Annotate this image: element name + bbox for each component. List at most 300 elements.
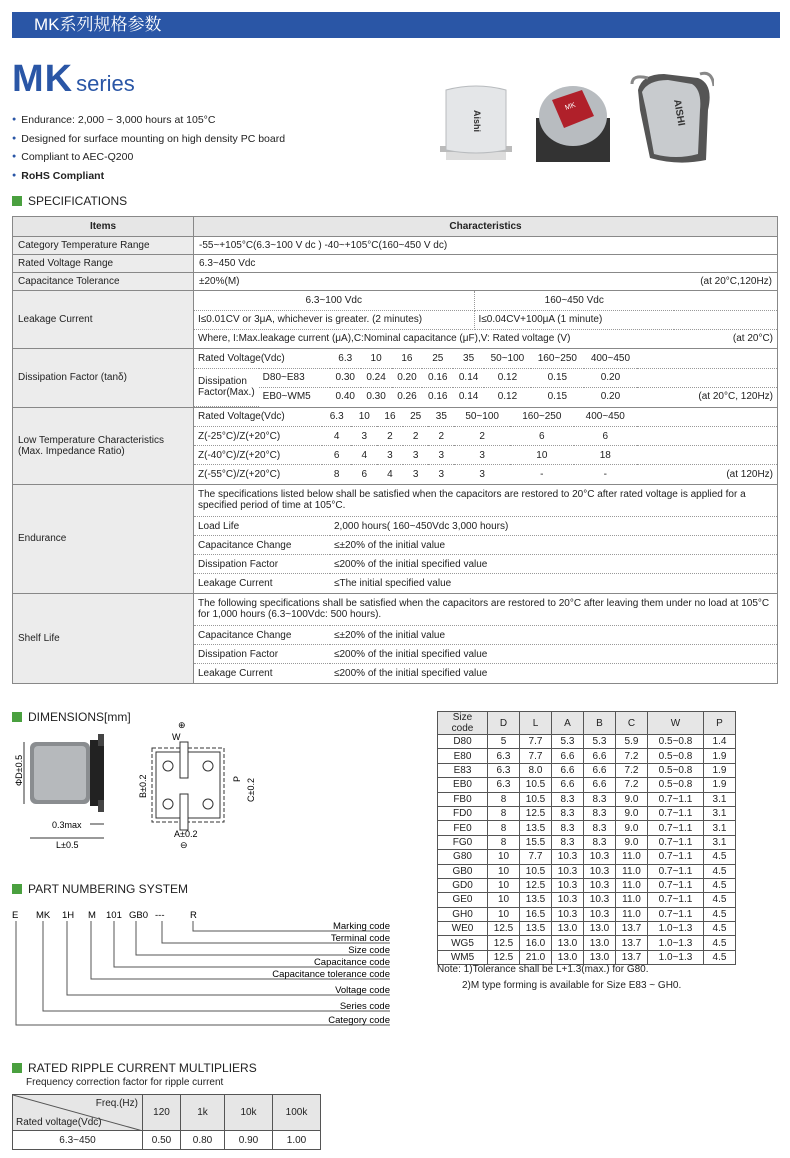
table-row (438, 878, 736, 892)
part-label: Size code (348, 945, 390, 956)
endurance-item: Leakage Current (198, 577, 273, 589)
df-max-label: Dissipation Factor(Max.) (194, 368, 259, 406)
dim-cell: 0.7~1.1 (648, 907, 704, 921)
dim-cell: 6.6 (584, 763, 616, 777)
lt-ratio-label: Z(-25°C)/Z(+20°C) (194, 427, 322, 446)
df-cell-val: 0.30 (366, 391, 386, 403)
spec-value (194, 273, 778, 291)
label-03max: 0.3max (52, 820, 82, 830)
spec-label: Endurance (13, 484, 194, 593)
dim-cell: 1.0~1.3 (648, 936, 704, 950)
lt-volt: 160~250 (510, 408, 573, 427)
df-cell-val: 0.15 (547, 391, 568, 403)
label-w: W (172, 732, 181, 742)
table-row (438, 735, 736, 749)
dim-cell: 13.5 (520, 821, 552, 835)
dim-cell: 8.0 (520, 763, 552, 777)
dim-cell: 10.3 (584, 878, 616, 892)
endurance-cell (194, 484, 778, 593)
dim-cell: 10.3 (552, 907, 584, 921)
dim-cell: 10.3 (584, 864, 616, 878)
dim-cell: 8.3 (584, 806, 616, 820)
lt-val: 3 (479, 468, 485, 480)
dim-cell: 13.7 (616, 950, 648, 964)
dim-cell: 12.5 (520, 878, 552, 892)
dim-cell: GB0 (438, 864, 488, 878)
df-cell-val: 0.16 (422, 368, 453, 387)
dim-cell: 12.5 (488, 922, 520, 936)
lt-val: 3 (454, 446, 510, 465)
lt-ratio-label: Z(-40°C)/Z(+20°C) (194, 446, 322, 465)
section-title: DIMENSIONS[mm] (28, 710, 131, 724)
lt-val: 3 (377, 446, 403, 465)
lt-val: 3 (351, 427, 377, 446)
lt-val: 6 (510, 427, 573, 446)
dim-cell: 0.5~0.8 (648, 778, 704, 792)
section-part-numbering (12, 882, 188, 896)
dim-cell: GH0 (438, 907, 488, 921)
section-title: PART NUMBERING SYSTEM (28, 882, 189, 896)
df-size-2: EB0~WM5 (262, 391, 311, 403)
freq-header: 10k (225, 1095, 273, 1131)
dim-cell: 8.3 (584, 792, 616, 806)
lt-volt: 50~100 (454, 408, 510, 427)
shelf-value: ≤±20% of the initial value (330, 626, 777, 645)
df-cell-val: 0.40 (335, 391, 355, 403)
df-cell-val: 0.30 (330, 368, 361, 387)
dim-cell: 0.7~1.1 (648, 792, 704, 806)
freq-label: Freq.(Hz) (95, 1098, 138, 1109)
dim-cell: 13.7 (616, 936, 648, 950)
dim-cell: 7.7 (520, 735, 552, 749)
endurance-item: Dissipation Factor (194, 555, 330, 574)
section-marker (12, 884, 22, 894)
dim-cell: E83 (438, 763, 488, 777)
df-size-1: D80~E83 (259, 368, 330, 387)
lt-val: 2 (454, 427, 510, 446)
dim-cell: 16.5 (520, 907, 552, 921)
df-volt: 6.3 (330, 349, 361, 368)
endurance-value: ≤200% of the initial specified value (330, 555, 777, 574)
dim-cell: 1.9 (704, 763, 736, 777)
dim-cell: 13.0 (552, 936, 584, 950)
dim-cell: 13.7 (616, 922, 648, 936)
dim-cell: G80 (438, 850, 488, 864)
dim-cell: 12.5 (520, 806, 552, 820)
dim-cell: 10.3 (552, 850, 584, 864)
df-volt: 25 (422, 349, 453, 368)
endurance-intro: The specifications listed below shall be satisfied when the capacitors are restored to 20°C after rated voltage is applied for a specified period of time at 105°C. (194, 485, 777, 517)
series-suffix: series (76, 71, 135, 96)
shelf-cell (194, 593, 778, 683)
freq-header: 1k (181, 1095, 225, 1131)
dim-cell: 10.3 (584, 907, 616, 921)
capacitor-photo-3 (628, 70, 714, 166)
dim-cell: 13.0 (552, 922, 584, 936)
leak-value-2: I≤0.04CV+100μA (1 minute) (474, 310, 674, 329)
label-a: A±0.2 (174, 829, 198, 839)
lt-val: 3 (412, 468, 419, 480)
dim-cell: 8.3 (584, 821, 616, 835)
section-title: RATED RIPPLE CURRENT MULTIPLIERS (28, 1061, 257, 1075)
lt-val: 6 (574, 427, 637, 446)
feature-list (12, 111, 285, 185)
dim-cell: 13.5 (520, 922, 552, 936)
dim-cell: 0.5~0.8 (648, 763, 704, 777)
df-cell-val: 0.20 (392, 368, 423, 387)
dimensions-table (437, 711, 736, 965)
lt-val: 4 (351, 446, 377, 465)
lt-val: 2 (403, 427, 429, 446)
dim-cell: 1.0~1.3 (648, 950, 704, 964)
df-cell-val: 0.26 (397, 391, 417, 403)
capacitor-photo-2 (528, 78, 618, 166)
df-cell-val: 0.12 (497, 391, 518, 403)
section-marker (12, 196, 22, 206)
lt-val: 3 (438, 468, 445, 480)
df-volt: 35 (453, 349, 484, 368)
table-row (438, 936, 736, 950)
table-row (438, 835, 736, 849)
dim-cell: 11.0 (616, 878, 648, 892)
label-length: L±0.5 (56, 840, 79, 850)
section-marker (12, 1063, 22, 1073)
dim-cell: 11.0 (616, 893, 648, 907)
df-cell-val: 0.14 (453, 368, 484, 387)
df-cell (194, 349, 778, 408)
dim-cell: 11.0 (616, 850, 648, 864)
plus-icon: ⊕ (178, 720, 186, 730)
lt-val: 2 (377, 427, 403, 446)
dim-cell: 7.2 (616, 778, 648, 792)
lt-val: - (540, 468, 544, 480)
leak-note-row (194, 329, 777, 348)
part-label: Marking code (332, 921, 390, 932)
dim-cell: 9.0 (616, 792, 648, 806)
dim-cell: 4.5 (704, 907, 736, 921)
lt-rated-voltage: Rated Voltage(Vdc) (194, 408, 322, 427)
lt-volt: 6.3 (322, 408, 351, 427)
table-row (438, 907, 736, 921)
lt-volt: 35 (428, 408, 454, 427)
table-row (438, 792, 736, 806)
header-items: Items (13, 217, 194, 237)
lt-val: 2 (428, 427, 454, 446)
dim-cell: 10 (488, 850, 520, 864)
cap-value: ±20%(M) (199, 276, 240, 287)
dim-cell: 10 (488, 893, 520, 907)
table-row (438, 864, 736, 878)
freq-header: 120 (143, 1095, 181, 1131)
dim-cell: 0.5~0.8 (648, 735, 704, 749)
dim-header: D (488, 712, 520, 735)
dim-cell: 7.7 (520, 850, 552, 864)
part-code: 101 (106, 910, 122, 921)
feature-item: ● Compliant to AEC-Q200 (12, 148, 285, 167)
dim-cell: 7.2 (616, 749, 648, 763)
dim-cell: 6.3 (488, 749, 520, 763)
endurance-item: Capacitance Change (194, 536, 330, 555)
dim-cell: 21.0 (520, 950, 552, 964)
dim-cell: 8.3 (552, 806, 584, 820)
dim-header: C (616, 712, 648, 735)
label-c: C±0.2 (246, 778, 256, 802)
part-label: Category code (328, 1015, 390, 1026)
dim-cell: 8 (488, 821, 520, 835)
dim-cell: 6.3 (488, 778, 520, 792)
df-cell-val: 0.20 (600, 391, 621, 403)
label-b: B±0.2 (138, 774, 148, 798)
df-inner (194, 349, 777, 407)
label-diameter: ΦD±0.5 (14, 754, 24, 786)
dim-cell: 13.0 (584, 922, 616, 936)
lt-condition: (at 120Hz) (726, 468, 773, 480)
dim-cell: 5 (488, 735, 520, 749)
spec-label: Leakage Current (13, 291, 194, 349)
section-specifications (12, 194, 127, 208)
freq-header: 100k (273, 1095, 321, 1131)
leak-condition: (at 20°C) (732, 333, 773, 345)
dim-cell: 5.3 (552, 735, 584, 749)
leak-range-1: 6.3~100 Vdc (194, 291, 474, 310)
ripple-table (12, 1094, 321, 1150)
shelf-value: ≤200% of the initial specified value (334, 667, 488, 679)
leak-range-2: 160~450 Vdc (474, 291, 674, 310)
header-characteristics: Characteristics (194, 217, 778, 237)
spec-value: 6.3~450 Vdc (194, 255, 778, 273)
df-volt: 16 (392, 349, 423, 368)
leak-note: Where, I:Max.leakage current (μA),C:Nominal capacitance (μF),V: Rated voltage (V) (198, 333, 571, 345)
dim-cell: EB0 (438, 778, 488, 792)
svg-text:MK: MK (564, 101, 577, 112)
ripple-row-label: 6.3~450 (13, 1131, 143, 1150)
spec-label: Dissipation Factor (tanδ) (13, 349, 194, 408)
table-row (438, 763, 736, 777)
df-cell-val: 0.15 (531, 368, 584, 387)
dim-cell: 11.0 (616, 864, 648, 878)
part-code: --- (155, 910, 165, 921)
lt-val: 6 (322, 446, 351, 465)
part-code: GB0 (129, 910, 149, 921)
page-header (12, 12, 780, 38)
dim-cell: 9.0 (616, 806, 648, 820)
dim-cell: 8.3 (552, 792, 584, 806)
dim-cell: 8 (488, 792, 520, 806)
part-label: Series code (339, 1001, 390, 1012)
dim-cell: 8.3 (584, 835, 616, 849)
ripple-value: 1.00 (273, 1131, 321, 1150)
dim-cell: 4.5 (704, 950, 736, 964)
part-code: M (88, 910, 96, 921)
table-row (438, 893, 736, 907)
dim-cell: 1.0~1.3 (648, 922, 704, 936)
dim-cell: GD0 (438, 878, 488, 892)
shelf-intro: The following specifications shall be satisfied when the capacitors are restored to 20°C after leaving them under no load at 105°C for 1,000 hours (6.3~100Vdc: 500 hours). (194, 594, 777, 626)
dim-cell: 6.6 (552, 763, 584, 777)
dim-cell: 3.1 (704, 792, 736, 806)
dim-cell: 15.5 (520, 835, 552, 849)
endurance-value: 2,000 hours( 160~450Vdc 3,000 hours) (330, 517, 777, 536)
dim-cell: 1.9 (704, 778, 736, 792)
table-row (438, 778, 736, 792)
part-code: MK (36, 910, 51, 921)
dim-cell: 0.7~1.1 (648, 806, 704, 820)
endurance-inner (194, 485, 777, 593)
endurance-value: ≤The initial specified value (334, 577, 452, 589)
dim-cell: 10.3 (552, 893, 584, 907)
dim-cell: 0.7~1.1 (648, 850, 704, 864)
part-label: Terminal code (330, 933, 390, 944)
dim-cell: 0.7~1.1 (648, 878, 704, 892)
dim-cell: 10 (488, 864, 520, 878)
lt-val: 18 (574, 446, 637, 465)
table-row (438, 749, 736, 763)
dim-cell: 10 (488, 907, 520, 921)
ripple-value: 0.80 (181, 1131, 225, 1150)
spec-value: -55~+105°C(6.3~100 V dc ) -40~+105°C(160~450 V dc) (194, 237, 778, 255)
lt-val: 4 (387, 468, 393, 480)
dimensions-note (437, 962, 681, 994)
lt-val: - (603, 468, 607, 480)
dim-cell: 10 (488, 878, 520, 892)
dim-cell: 7.2 (616, 763, 648, 777)
dim-cell: 5.9 (616, 735, 648, 749)
shelf-item: Capacitance Change (194, 626, 330, 645)
note-2: 2)M type forming is available for Size E83 ~ GH0. (462, 980, 682, 991)
endurance-value: ≤±20% of the initial value (330, 536, 777, 555)
dim-cell: 16.0 (520, 936, 552, 950)
lt-ratio-label: Z(-55°C)/Z(+20°C) (198, 468, 281, 480)
lt-volt: 10 (351, 408, 377, 427)
df-volt: 50~100 (484, 349, 531, 368)
spec-label: Rated Voltage Range (13, 255, 194, 273)
label-p: P (232, 775, 242, 782)
part-label: Capacitance code (313, 957, 390, 968)
series-name: MK (12, 58, 74, 100)
lt-val: 8 (333, 468, 340, 480)
dim-cell: 10.3 (552, 864, 584, 878)
dim-cell: 4.5 (704, 864, 736, 878)
dim-cell: 0.5~0.8 (648, 749, 704, 763)
part-numbering-diagram (12, 905, 402, 1035)
dim-cell: FB0 (438, 792, 488, 806)
dim-cell: 4.5 (704, 893, 736, 907)
specifications-table (12, 216, 778, 684)
df-volt: 10 (361, 349, 392, 368)
dim-cell: 13.0 (584, 950, 616, 964)
dim-cell: FG0 (438, 835, 488, 849)
dim-header: Size code (438, 712, 488, 735)
dim-cell: 8 (488, 835, 520, 849)
dim-cell: 0.7~1.1 (648, 893, 704, 907)
dim-cell: 9.0 (616, 835, 648, 849)
dim-header: P (704, 712, 736, 735)
dim-cell: 3.1 (704, 835, 736, 849)
feature-item: ● Endurance: 2,000 ~ 3,000 hours at 105°C (12, 111, 285, 130)
lt-volt: 400~450 (574, 408, 637, 427)
part-label: Voltage code (335, 985, 390, 996)
leakage-cell (194, 291, 778, 349)
dim-cell: 0.7~1.1 (648, 835, 704, 849)
lt-val: 3 (403, 446, 429, 465)
table-row (438, 806, 736, 820)
dim-cell: 10.5 (520, 792, 552, 806)
rv-label: Rated voltage(Vdc) (16, 1117, 102, 1128)
shelf-item: Dissipation Factor (194, 645, 330, 664)
svg-text:AISHI: AISHI (671, 98, 687, 127)
table-row (438, 821, 736, 835)
dim-cell: 8 (488, 806, 520, 820)
dim-header: B (584, 712, 616, 735)
dim-cell: 12.5 (488, 950, 520, 964)
df-volt: 400~450 (584, 349, 637, 368)
dim-cell: WG5 (438, 936, 488, 950)
section-title: SPECIFICATIONS (28, 194, 128, 208)
dim-cell: 5.3 (584, 735, 616, 749)
leak-value-1: I≤0.01CV or 3μA, whichever is greater. (2 minutes) (194, 310, 474, 329)
ripple-value: 0.90 (225, 1131, 273, 1150)
dim-cell: E80 (438, 749, 488, 763)
minus-icon: ⊖ (180, 840, 188, 850)
df-cell-val: 0.24 (361, 368, 392, 387)
cap-condition: (at 20°C,120Hz) (700, 276, 772, 287)
header-title: MK系列规格参数 (34, 15, 162, 34)
dim-cell: 10.3 (584, 850, 616, 864)
shelf-value: ≤200% of the initial specified value (330, 645, 777, 664)
svg-text:Aishi: Aishi (472, 110, 482, 133)
part-code: E (12, 910, 19, 921)
dim-header: W (648, 712, 704, 735)
dim-cell: 8.3 (552, 835, 584, 849)
dim-cell: 6.3 (488, 763, 520, 777)
feature-item: ● Designed for surface mounting on high density PC board (12, 130, 285, 149)
dim-cell: 6.6 (584, 778, 616, 792)
endurance-item: Load Life (194, 517, 330, 536)
dim-cell: 3.1 (704, 821, 736, 835)
dim-cell: 10.3 (584, 893, 616, 907)
dim-cell: 4.5 (704, 850, 736, 864)
lt-volt: 16 (377, 408, 403, 427)
dim-cell: 1.9 (704, 749, 736, 763)
df-rated-voltage: Rated Voltage(Vdc) (194, 349, 330, 368)
dim-cell: 3.1 (704, 806, 736, 820)
lt-val: 10 (510, 446, 573, 465)
spec-label: Shelf Life (13, 593, 194, 683)
dim-header: A (552, 712, 584, 735)
dim-cell: 6.6 (552, 749, 584, 763)
df-cell-val: 0.16 (428, 391, 448, 403)
ripple-subtitle: Frequency correction factor for ripple current (26, 1077, 224, 1088)
dim-cell: WM5 (438, 950, 488, 964)
leakage-inner (194, 291, 777, 348)
dim-cell: 13.0 (584, 936, 616, 950)
dim-cell: FD0 (438, 806, 488, 820)
part-code: 1H (62, 910, 75, 921)
table-row (438, 922, 736, 936)
dim-cell: 0.7~1.1 (648, 864, 704, 878)
ripple-corner (13, 1095, 143, 1131)
df-condition: (at 20°C, 120Hz) (698, 391, 773, 403)
dim-cell: 10.3 (552, 878, 584, 892)
part-label: Capacitance tolerance code (272, 969, 390, 980)
dim-cell: D80 (438, 735, 488, 749)
lt-cell (194, 407, 778, 484)
lt-volt: 25 (403, 408, 429, 427)
shelf-inner (194, 594, 777, 683)
lt-val: 6 (361, 468, 368, 480)
dim-cell: 13.5 (520, 893, 552, 907)
df-cell-val: 0.12 (484, 368, 531, 387)
